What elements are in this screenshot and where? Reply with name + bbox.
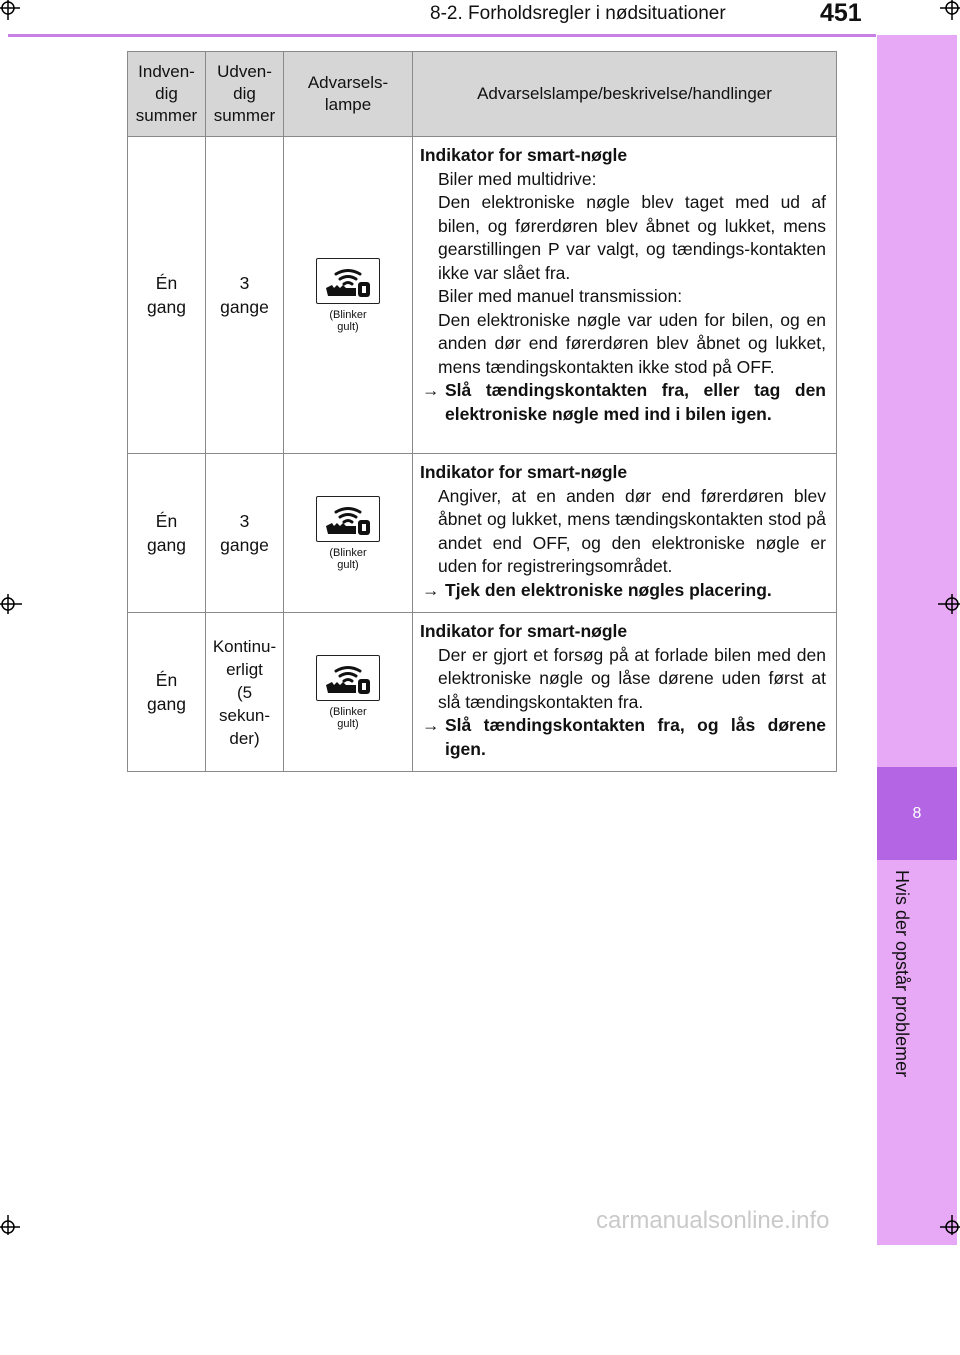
indicator-title: Indikator for smart-nøgle: [420, 145, 628, 165]
page-number: 451: [820, 0, 862, 27]
chapter-side-tab: [877, 35, 957, 1245]
table-header-row: [128, 52, 837, 137]
description-cell: [413, 454, 837, 613]
inside-buzzer-cell: Én gang: [128, 613, 206, 772]
outside-buzzer-cell: Kontinu- erligt (5 sekun- der): [206, 613, 284, 772]
header-warning-lamp: Advarsels- lampe: [284, 52, 413, 137]
warning-lamp-cell: [284, 613, 413, 772]
inside-buzzer-cell: Én gang: [128, 454, 206, 613]
lamp-note: (Blinker gult): [329, 546, 367, 571]
description-cell: [413, 137, 837, 454]
outside-buzzer-cell: 3 gange: [206, 454, 284, 613]
description-line: Den elektroniske nøgle var uden for bilen, og en anden dør end førerdøren blev åbnet og lukket, mens tændingskontakten ikke stod på OFF.: [438, 309, 826, 377]
header-outside-buzzer: Udven- dig summer: [206, 52, 284, 137]
crop-mark-bottom-right: [936, 1211, 960, 1235]
inside-buzzer-cell: Én gang: [128, 137, 206, 454]
table-row: [128, 613, 837, 772]
table-row: [128, 454, 837, 613]
action-instruction: → Slå tændingskontakten fra, eller tag den elektroniske nøgle med ind i bilen igen.: [422, 380, 826, 424]
lamp-note: (Blinker gult): [329, 705, 367, 730]
outside-buzzer-cell: 3 gange: [206, 137, 284, 454]
action-instruction: → Tjek den elektroniske nøgles placering.: [420, 579, 826, 603]
smart-key-indicator-icon: [316, 496, 380, 542]
lamp-note: (Blinker gult): [329, 308, 367, 333]
section-title: 8-2. Forholdsregler i nødsituationer: [430, 3, 726, 24]
arrow-icon: →: [422, 715, 440, 735]
warning-lamp-cell: [284, 454, 413, 613]
crop-mark-bottom-left: [0, 1211, 24, 1235]
warning-lamp-cell: [284, 137, 413, 454]
warning-table: [127, 51, 837, 772]
header-description: Advarselslampe/beskrivelse/handlinger: [413, 52, 837, 137]
chapter-title: Hvis der opstår problemer: [892, 870, 912, 1078]
indicator-title: Indikator for smart-nøgle: [420, 462, 628, 482]
indicator-title: Indikator for smart-nøgle: [420, 621, 628, 641]
crop-mark-right-middle: [936, 592, 960, 616]
crop-mark-left-middle: [0, 592, 24, 616]
header-inside-buzzer: Indven- dig summer: [128, 52, 206, 137]
smart-key-indicator-icon: [316, 655, 380, 701]
chapter-number: 8: [877, 767, 957, 860]
header-rule: [8, 34, 876, 37]
description-line: Der er gjort et forsøg på at forlade bilen med den elektroniske nøgle og låse dørene uden først at slå tændingskontakten fra.: [438, 644, 826, 712]
crop-mark-top-right: [936, 0, 960, 24]
watermark: carmanualsonline.info: [596, 1207, 830, 1234]
description-line: Biler med multidrive:: [438, 168, 597, 189]
action-instruction: → Slå tændingskontakten fra, og lås dørene igen.: [422, 715, 826, 759]
description-line: Den elektroniske nøgle blev taget med ud af bilen, og førerdøren blev åbnet og lukket, mens gearstillingen P var valgt, og tændings-kontakten ikke var slået fra.: [438, 192, 826, 283]
description-line: Biler med manuel transmission:: [438, 286, 683, 306]
arrow-icon: →: [422, 380, 440, 400]
crop-mark-top-left: [0, 0, 24, 24]
description-line: Angiver, at en anden dør end førerdøren blev åbnet og lukket, mens tændingskontakten stod på andet end OFF, og den elektroniske nøgle er uden for registreringsområdet.: [438, 485, 826, 576]
table-row: [128, 137, 837, 454]
smart-key-indicator-icon: [316, 258, 380, 304]
arrow-icon: →: [422, 579, 440, 600]
description-cell: [413, 613, 837, 772]
